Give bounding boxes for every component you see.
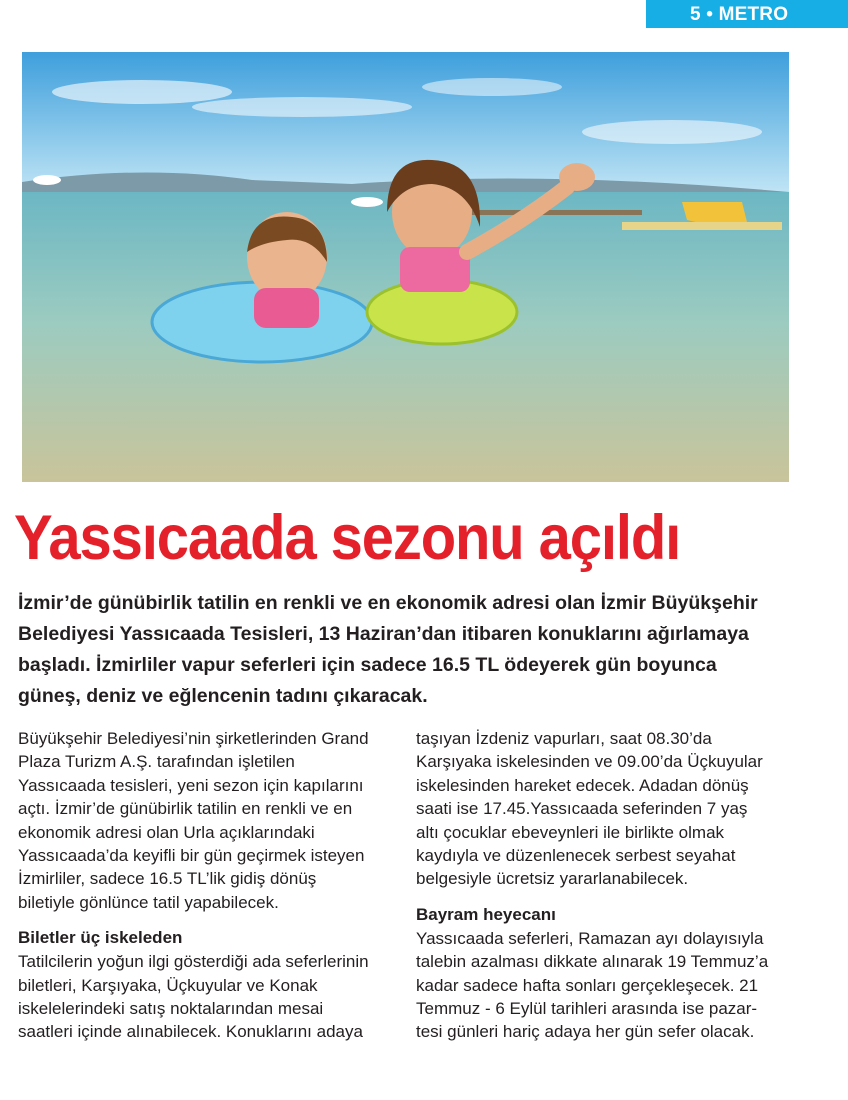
body-line: Büyükşehir Belediyesi’nin şirketlerinden Grand bbox=[18, 729, 369, 748]
body-line: biletleri, Karşıyaka, Üçkuyular ve Konak bbox=[18, 975, 318, 995]
body-line: kaydıyla ve düzenlenecek serbest seyahat bbox=[416, 846, 736, 866]
body-line: ekonomik adresi olan Urla açıklarındaki bbox=[18, 822, 315, 842]
body-line: belgesiyle ücretsiz yararlanabilecek. bbox=[416, 869, 689, 889]
body-line: Yassıcaada’da keyifli bir gün geçirmek isteyen bbox=[18, 846, 365, 866]
lead-line: güneş, deniz ve eğlencenin tadını çıkaracak. bbox=[18, 685, 428, 707]
lead-line: başladı. İzmirliler vapur seferleri için sadece 16.5 TL ödeyerek gün boyunca bbox=[18, 654, 717, 676]
body-line: taşıyan İzdeniz vapurları, saat 08.30’da bbox=[416, 729, 712, 748]
body-line: biletiyle gönlünce tatil yapabilecek. bbox=[18, 892, 279, 912]
lead-line: İzmir’de günübirlik tatilin en renkli ve en ekonomik adresi olan İzmir Büyükşehir bbox=[18, 592, 758, 614]
body-line: iskelelerindeki satış noktalarından mesai bbox=[18, 999, 324, 1019]
subhead: Bayram heyecanı bbox=[416, 904, 556, 924]
body-line: Plaza Turizm A.Ş. tarafından işletilen bbox=[18, 752, 295, 772]
body-line: Karşıyaka iskelesinden ve 09.00’da Üçkuyular bbox=[416, 752, 763, 772]
body-line: kadar sadece hafta sonları gerçekleşecek. 21 bbox=[416, 975, 759, 995]
body-line: talebin azalması dikkate alınarak 19 Temmuz’a bbox=[416, 952, 769, 972]
boat bbox=[33, 175, 61, 185]
pier bbox=[462, 210, 642, 215]
boat bbox=[351, 197, 383, 207]
body-line: saati ise 17.45.Yassıcaada seferinden 7 yaş bbox=[416, 799, 748, 819]
body-line: tesi günleri hariç adaya her gün sefer olacak. bbox=[416, 1022, 755, 1042]
article-column-right bbox=[416, 727, 796, 1044]
waving-hand bbox=[559, 163, 595, 191]
beach-photo bbox=[22, 52, 789, 482]
body-line: Temmuz - 6 Eylül tarihleri arasında ise pazar- bbox=[416, 999, 758, 1019]
body-line: açtı. İzmir’de günübirlik tatilin en renkli ve en bbox=[18, 799, 353, 819]
subhead: Biletler üç iskeleden bbox=[18, 928, 183, 948]
body-line: Tatilcilerin yoğun ilgi gösterdiği ada seferlerinin bbox=[18, 952, 369, 972]
cloud bbox=[582, 120, 762, 144]
child-swimsuit bbox=[254, 288, 319, 328]
shore-deck bbox=[622, 222, 782, 230]
cloud bbox=[52, 80, 232, 104]
lead-paragraph bbox=[18, 588, 838, 712]
cloud bbox=[192, 97, 412, 117]
cloud bbox=[422, 78, 562, 96]
body-line: saatleri içinde alınabilecek. Konuklarını adaya bbox=[18, 1022, 363, 1042]
body-line: Yassıcaada tesisleri, yeni sezon için kapılarını bbox=[18, 775, 364, 795]
headline: Yassıcaada sezonu açıldı bbox=[14, 503, 681, 573]
body-line: Yassıcaada seferleri, Ramazan ayı dolayısıyla bbox=[416, 928, 764, 948]
section-tag: 5 • METRO bbox=[646, 0, 848, 28]
beach-photo-illustration bbox=[22, 52, 789, 482]
lead-line: Belediyesi Yassıcaada Tesisleri, 13 Haziran’dan itibaren konuklarını ağırlamaya bbox=[18, 623, 749, 645]
body-line: altı çocuklar ebeveynleri ile birlikte olmak bbox=[416, 822, 725, 842]
article-column-left bbox=[18, 727, 398, 1044]
body-line: iskelesinden hareket edecek. Adadan dönüş bbox=[416, 775, 749, 795]
body-line: İzmirliler, sadece 16.5 TL’lik gidiş dönüş bbox=[18, 869, 317, 889]
